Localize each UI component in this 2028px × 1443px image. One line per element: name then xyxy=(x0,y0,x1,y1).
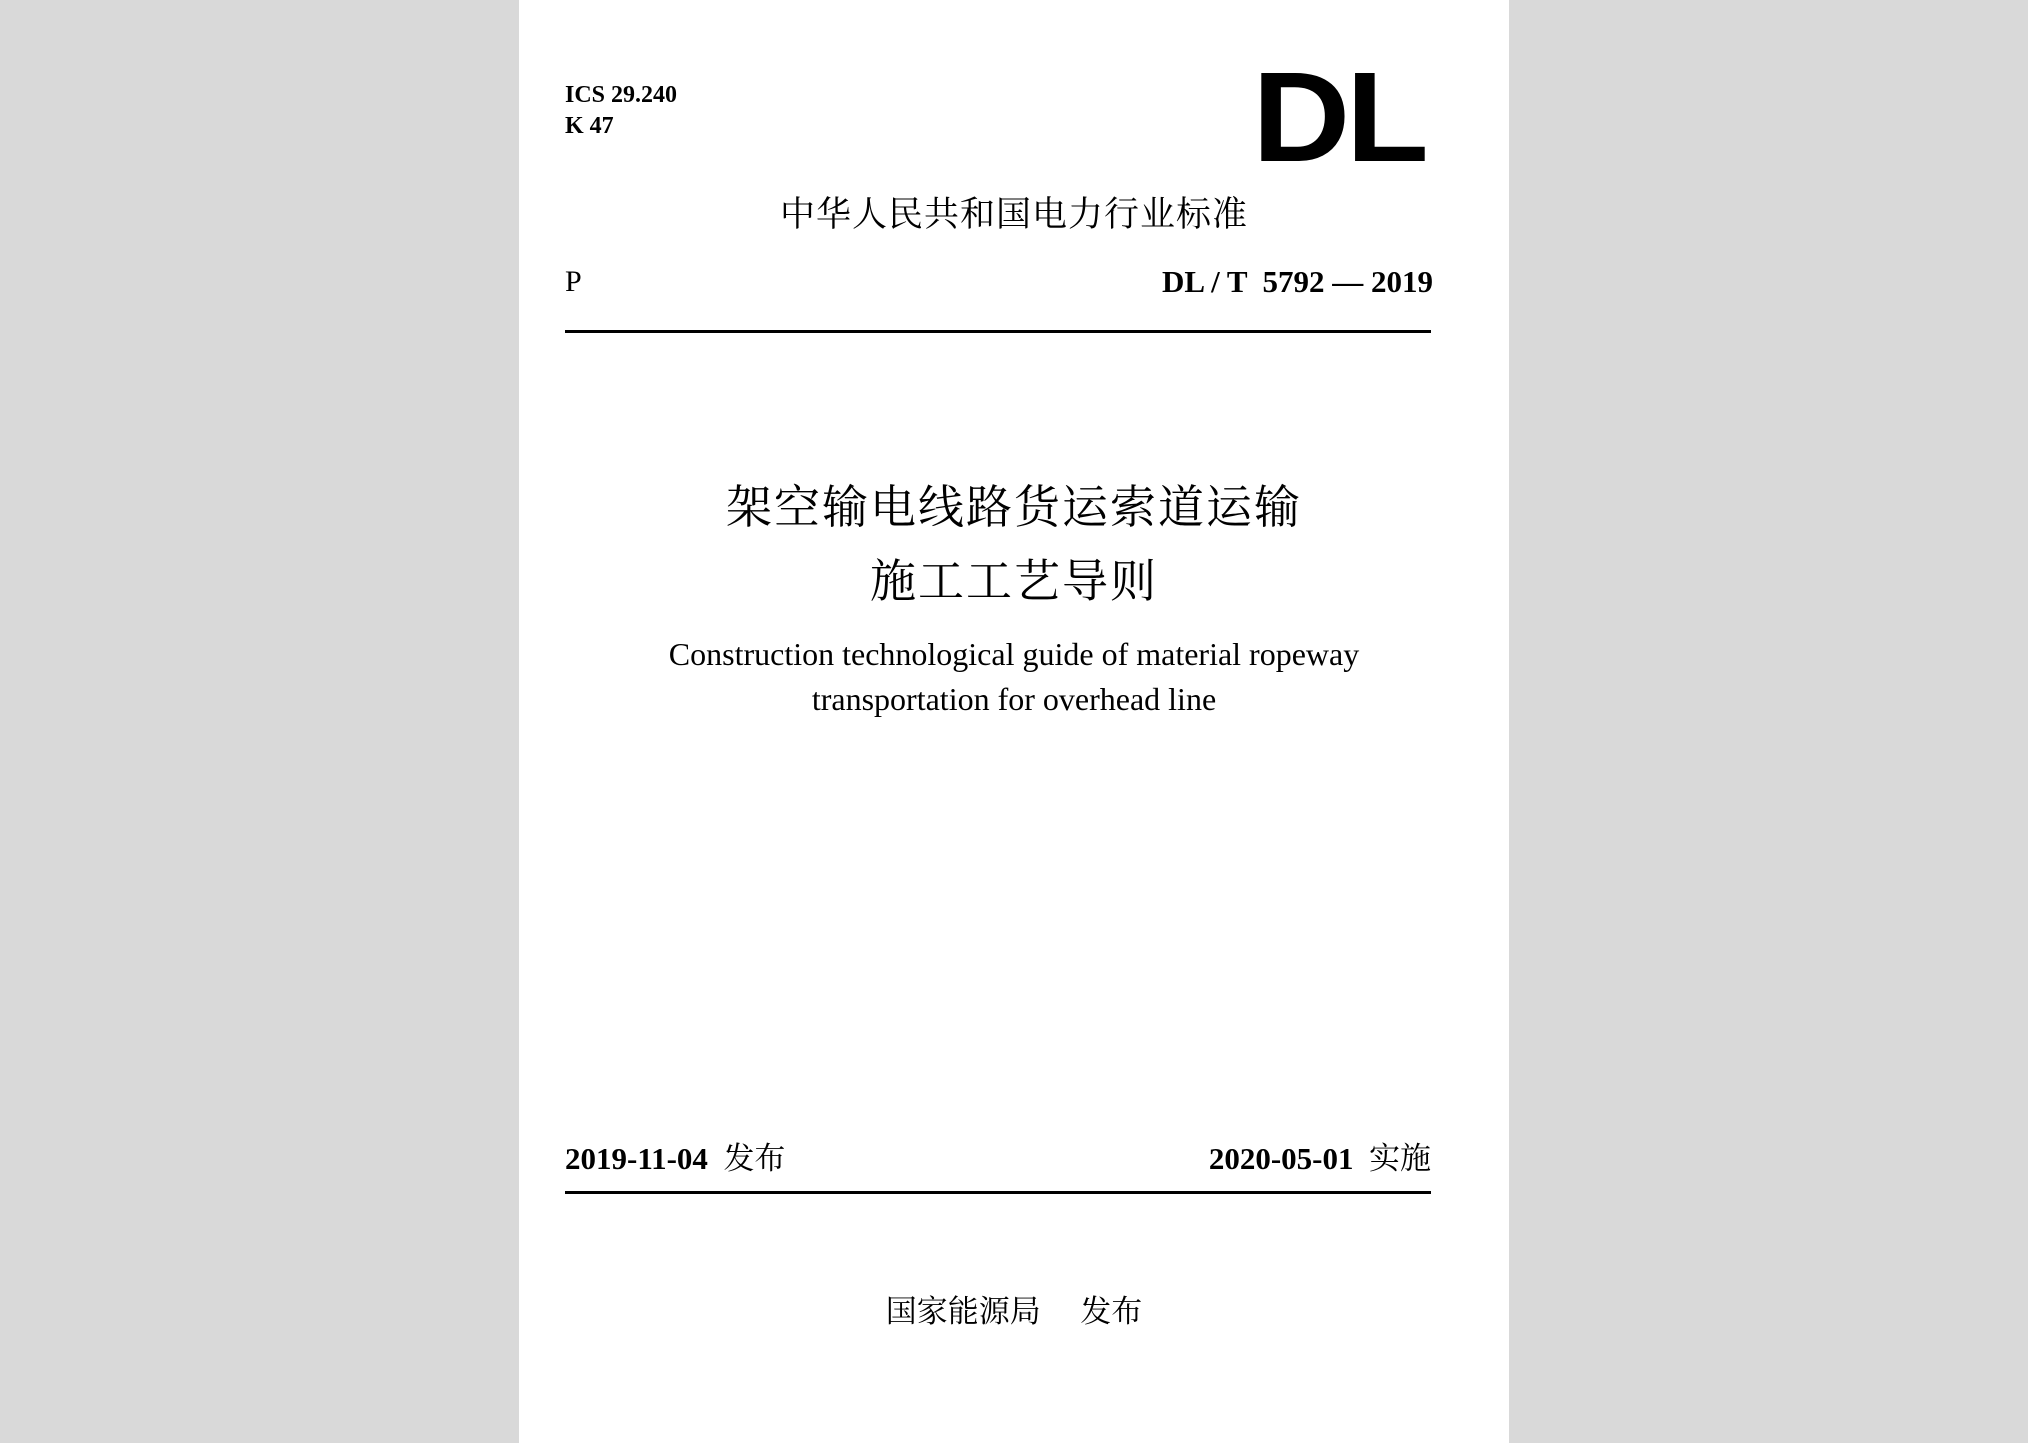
classification-codes xyxy=(565,80,677,142)
document-cover xyxy=(519,0,1509,1443)
standard-type: 中华人民共和国电力行业标准 xyxy=(779,195,1248,235)
title-chinese-line-2: 施工工艺导则 xyxy=(870,554,1158,608)
dl-logo: DL xyxy=(1252,46,1425,189)
top-divider xyxy=(565,330,1431,333)
issue-info xyxy=(565,1138,785,1180)
effective-date: 2020-05-01 xyxy=(1208,1141,1354,1176)
title-chinese xyxy=(519,470,1509,618)
issue-label: 发布 xyxy=(723,1141,786,1177)
effective-label: 实施 xyxy=(1369,1141,1431,1177)
publisher-info xyxy=(519,1290,1509,1334)
title-chinese-line-1: 架空输电线路货运索道运输 xyxy=(726,480,1302,534)
title-english xyxy=(519,632,1509,722)
publisher-label: 发布 xyxy=(1080,1294,1143,1330)
title-english-line-1: Construction technological guide of material ropeway xyxy=(668,636,1360,672)
publisher-name: 国家能源局 xyxy=(885,1294,1041,1330)
ccs-code: K 47 xyxy=(565,113,614,139)
issue-date: 2019-11-04 xyxy=(565,1141,708,1176)
standard-code: DL / T 5792 — 2019 xyxy=(1161,264,1433,299)
category-letter: P xyxy=(565,265,582,298)
title-english-line-2: transportation for overhead line xyxy=(811,681,1217,717)
effective-info xyxy=(1209,1138,1431,1180)
ics-code: ICS 29.240 xyxy=(565,82,678,108)
bottom-divider xyxy=(565,1191,1431,1194)
